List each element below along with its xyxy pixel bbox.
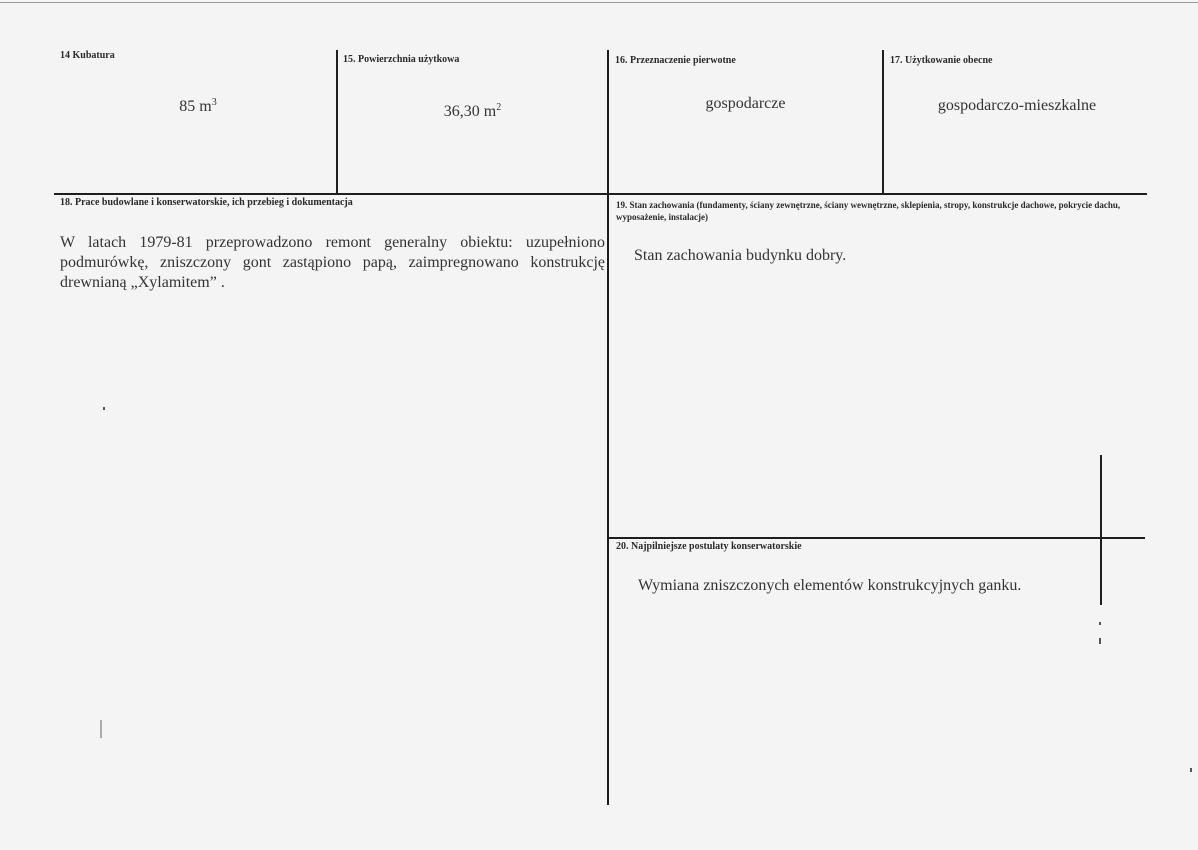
field-18-text: W latach 1979-81 przeprowadzono remont generalny obiektu: uzupełniono podmurówkę, zniszczony gont zastąpiono papą, zaimpregnowano konstrukcję drewnianą „Xylamitem” . [60, 234, 605, 291]
field-20-text: Wymiana zniszczonych elementów konstrukcyjnych ganku. [638, 577, 1022, 594]
field-14-label: 14 Kubatura [60, 50, 115, 61]
field-14-unit-exponent: 3 [211, 97, 217, 108]
field-14-value [60, 97, 336, 116]
divider-14-15 [336, 50, 338, 194]
divider-18-19 [607, 195, 609, 805]
scan-speck [103, 407, 105, 410]
field-15-unit-exponent: 2 [496, 102, 502, 113]
row-divider-main [54, 193, 1147, 195]
scan-speck [1099, 638, 1101, 644]
divider-15-16 [607, 50, 609, 194]
scan-speck [1099, 622, 1101, 625]
field-14-value-text: 85 m [179, 98, 212, 115]
field-18-label: 18. Prace budowlane i konserwatorskie, ich przebieg i dokumentacja [60, 197, 353, 208]
field-16-label: 16. Przeznaczenie pierwotne [615, 55, 736, 66]
field-16-value: gospodarcze [705, 95, 786, 112]
field-19-label: 19. Stan zachowania (fundamenty, ściany zewnętrzne, ściany wewnętrzne, sklepienia, stropy, konstrukcje dachowe, pokrycie dachu, wyposażenie, instalacje) [616, 200, 1121, 222]
field-15-value-text: 36,30 m [443, 103, 497, 120]
right-edge-stub [1100, 455, 1102, 605]
field-15-label: 15. Powierzchnia użytkowa [343, 54, 460, 65]
field-19-text: Stan zachowania budynku dobry. [634, 247, 847, 264]
field-15-value [338, 102, 607, 121]
scan-speck [1190, 768, 1192, 772]
row-divider-19-20 [609, 537, 1145, 539]
top-edge-rule [0, 2, 1198, 3]
field-20-label: 20. Najpilniejsze postulaty konserwatorskie [616, 541, 802, 552]
field-17-label: 17. Użytkowanie obecne [890, 55, 993, 66]
field-17-value: gospodarczo-mieszkalne [937, 97, 1097, 114]
scan-speck [100, 720, 102, 738]
divider-16-17 [882, 50, 884, 194]
